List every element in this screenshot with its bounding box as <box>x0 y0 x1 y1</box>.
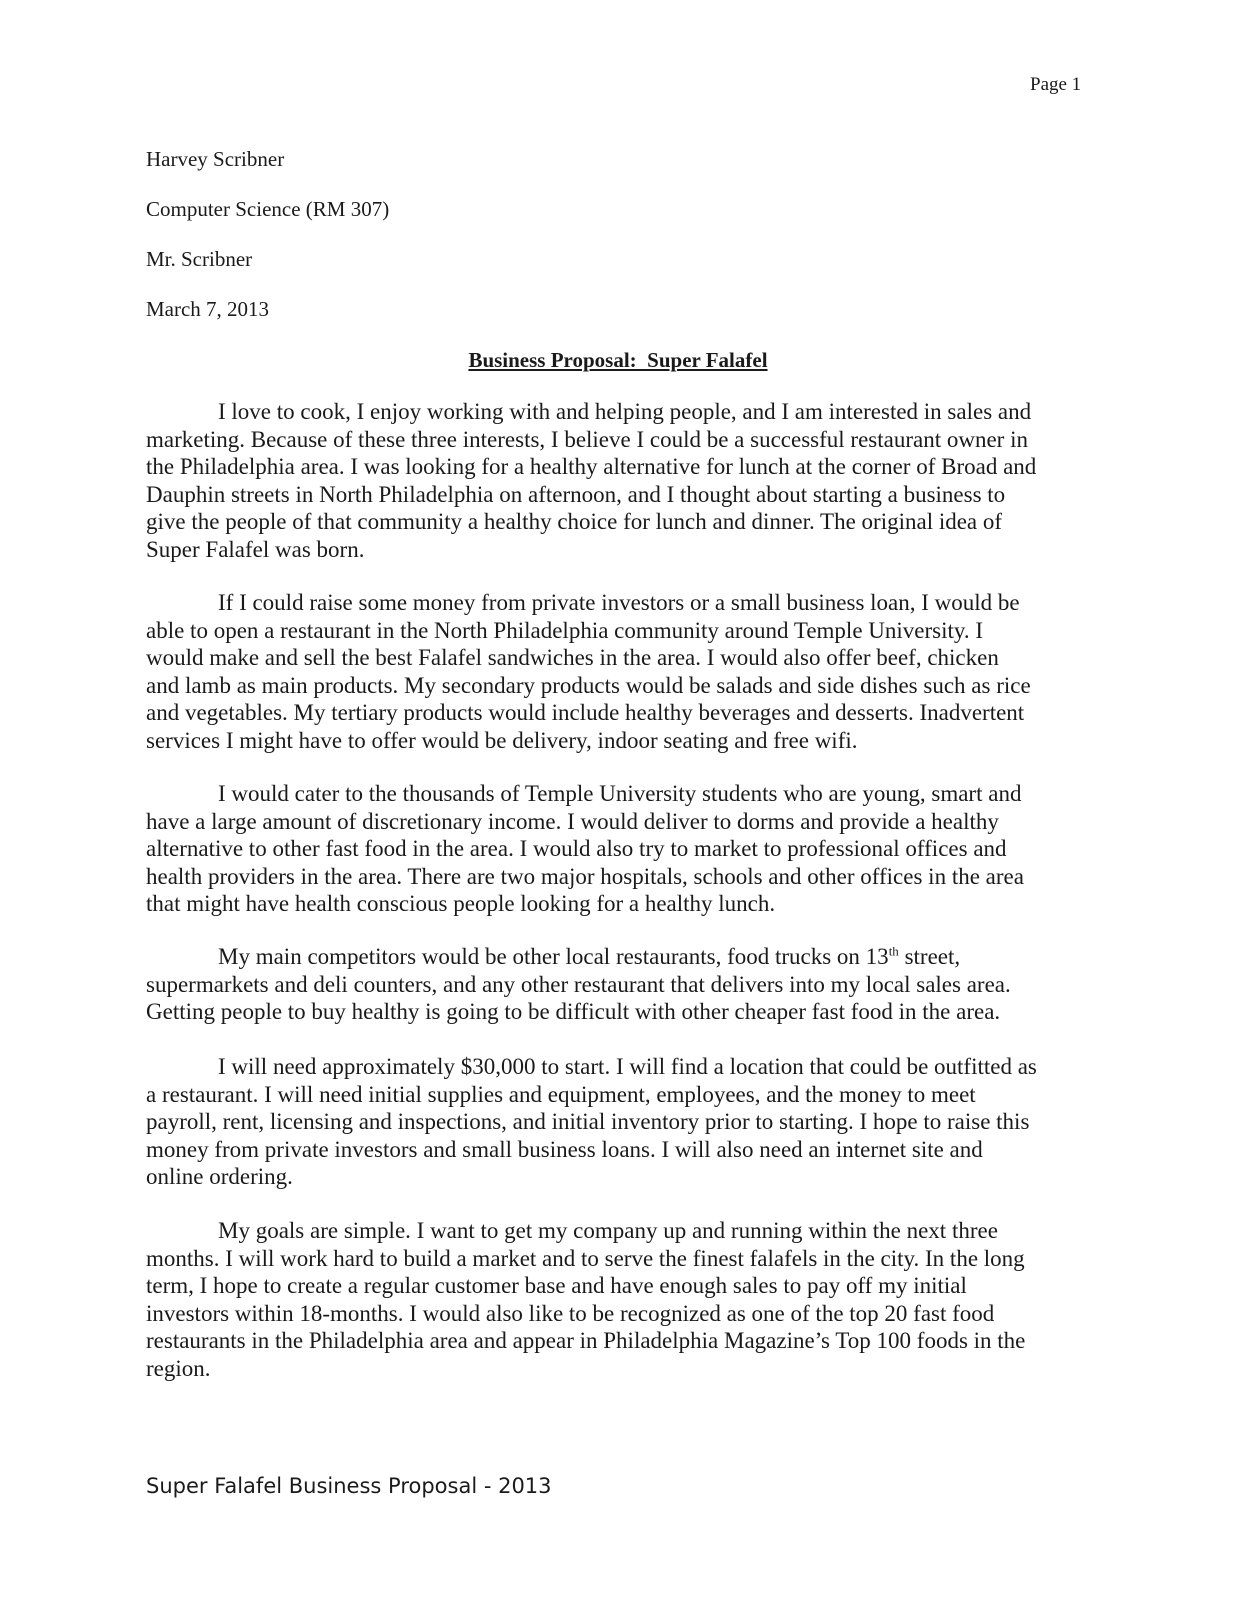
ordinal-suffix: th <box>888 943 899 959</box>
paragraph-line: a restaurant. I will need initial supplies and equipment, employees, and the money to meet <box>146 1081 976 1107</box>
paragraph-line: Dauphin streets in North Philadelphia on afternoon, and I thought about starting a business to <box>146 481 1006 507</box>
paragraph-customers <box>146 780 1096 918</box>
document-date: March 7, 2013 <box>146 297 270 321</box>
paragraph-competitors <box>146 943 1096 1026</box>
teacher-name: Mr. Scribner <box>146 247 253 271</box>
paragraph-goals <box>146 1217 1096 1382</box>
header-block <box>146 146 389 346</box>
line-text: My main competitors would be other local restaurants, food trucks on 13 <box>218 944 889 969</box>
paragraph-intro <box>146 398 1096 563</box>
paragraph-products <box>146 589 1096 754</box>
paragraph-line: marketing. Because of these three interests, I believe I could be a successful restaurant owner in <box>146 426 1028 452</box>
paragraph-line: I would cater to the thousands of Temple University students who are young, smart and <box>218 781 1022 806</box>
document-title: Business Proposal: Super Falafel <box>468 348 768 372</box>
author-name: Harvey Scribner <box>146 147 285 171</box>
paragraph-line: If I could raise some money from private investors or a small business loan, I would be <box>218 590 1020 615</box>
page-footer: Super Falafel Business Proposal - 2013 <box>146 1474 552 1498</box>
paragraph-line: I will need approximately $30,000 to start. I will find a location that could be outfitted as <box>218 1054 1037 1079</box>
paragraph-line: My goals are simple. I want to get my company up and running within the next three <box>218 1218 998 1243</box>
paragraph-line: supermarkets and deli counters, and any other restaurant that delivers into my local sales area. <box>146 971 1011 997</box>
paragraph-line: alternative to other fast food in the area. I would also try to market to professional offices and <box>146 836 1007 861</box>
paragraph-line: online ordering. <box>146 1164 293 1189</box>
paragraph-line: would make and sell the best Falafel sandwiches in the area. I would also offer beef, chicken <box>146 645 999 670</box>
paragraph-line: that might have health conscious people looking for a healthy lunch. <box>146 891 776 916</box>
paragraph-line: and lamb as main products. My secondary products would be salads and side dishes such as rice <box>146 672 1031 698</box>
paragraph-line: give the people of that community a healthy choice for lunch and dinner. The original idea of <box>146 509 1003 534</box>
paragraph-line: months. I will work hard to build a market and to serve the finest falafels in the city. In the long <box>146 1245 1025 1271</box>
paragraph-line: Getting people to buy healthy is going to be difficult with other cheaper fast food in the area. <box>146 999 1001 1024</box>
paragraph-line: the Philadelphia area. I was looking for a healthy alternative for lunch at the corner of Broad and <box>146 454 1037 479</box>
paragraph-line: money from private investors and small business loans. I will also need an internet site and <box>146 1136 983 1162</box>
paragraph-line: I love to cook, I enjoy working with and helping people, and I am interested in sales and <box>218 399 1032 424</box>
paragraph-line: payroll, rent, licensing and inspections, and initial inventory prior to starting. I hope to raise this <box>146 1109 1030 1134</box>
paragraph-line: have a large amount of discretionary income. I would deliver to dorms and provide a healthy <box>146 808 999 834</box>
paragraph-line: investors within 18-months. I would also like to be recognized as one of the top 20 fast food <box>146 1300 995 1326</box>
paragraph-line: Super Falafel was born. <box>146 536 365 562</box>
page-number: Page 1 <box>1030 74 1082 95</box>
paragraph-line: able to open a restaurant in the North Philadelphia community around Temple University. I <box>146 617 984 643</box>
paragraph-line: term, I hope to create a regular customer base and have enough sales to pay off my initial <box>146 1273 967 1298</box>
paragraph-line: services I might have to offer would be delivery, indoor seating and free wifi. <box>146 727 858 753</box>
paragraph-line: restaurants in the Philadelphia area and appear in Philadelphia Magazine’s Top 100 foods in the <box>146 1328 1026 1353</box>
paragraph-line: region. <box>146 1355 211 1381</box>
course-name: Computer Science (RM 307) <box>146 197 390 221</box>
paragraph-line <box>146 943 1096 971</box>
paragraph-line: and vegetables. My tertiary products would include healthy beverages and desserts. Inadvertent <box>146 700 1025 725</box>
paragraph-line: health providers in the area. There are two major hospitals, schools and other offices in the area <box>146 863 1024 889</box>
paragraph-funding <box>146 1053 1096 1191</box>
line-text: street, <box>898 944 961 969</box>
